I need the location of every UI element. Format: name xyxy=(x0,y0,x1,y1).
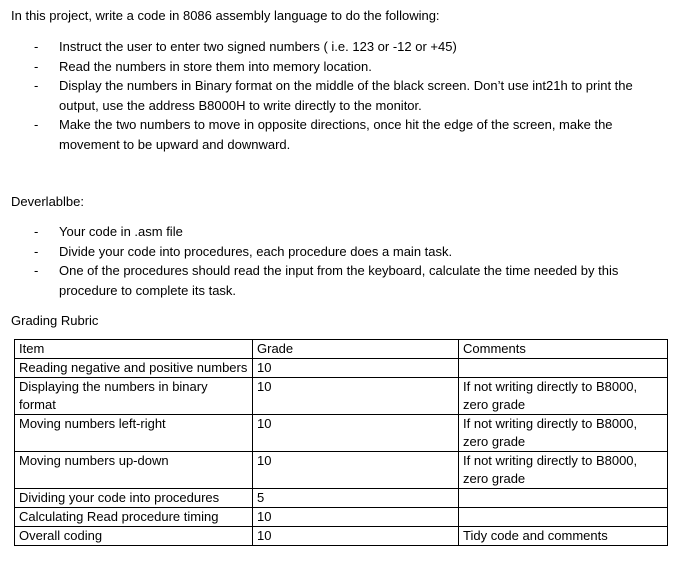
row-comment: If not writing directly to B8000, zero grade xyxy=(459,452,668,489)
row-comment: Tidy code and comments xyxy=(459,527,668,546)
list-item xyxy=(34,115,634,154)
row-grade: 5 xyxy=(253,489,459,508)
table-row xyxy=(15,359,668,378)
task-text: Make the two numbers to move in opposite directions, once hit the edge of the screen, make the movement to be upward and downward. xyxy=(59,117,613,152)
list-item xyxy=(34,76,634,115)
row-grade: 10 xyxy=(253,527,459,546)
dash-bullet: - xyxy=(34,39,39,54)
table-row xyxy=(15,489,668,508)
deliverables-heading: Deverlablbe: xyxy=(11,194,84,209)
list-item xyxy=(34,57,634,77)
deliverable-text: Your code in .asm file xyxy=(59,224,183,239)
dash-bullet: - xyxy=(34,58,39,74)
task-text: Instruct the user to enter two signed numbers ( i.e. 123 or -12 or +45) xyxy=(59,39,457,54)
task-list xyxy=(34,37,634,154)
row-grade: 10 xyxy=(253,378,459,415)
deliverable-text: One of the procedures should read the input from the keyboard, calculate the time needed by this procedure to complete its task. xyxy=(59,263,619,298)
list-item xyxy=(34,261,634,300)
deliverables-list xyxy=(34,222,634,300)
row-grade: 10 xyxy=(253,508,459,527)
row-item: Dividing your code into procedures xyxy=(15,489,253,508)
row-item: Displaying the numbers in binary format xyxy=(15,378,253,415)
row-comment xyxy=(459,489,668,508)
table-row xyxy=(15,378,668,415)
table-row xyxy=(15,452,668,489)
row-item: Moving numbers up-down xyxy=(15,452,253,489)
rubric-heading: Grading Rubric xyxy=(11,313,99,328)
row-item: Reading negative and positive numbers xyxy=(15,359,253,378)
row-comment xyxy=(459,359,668,378)
table-row xyxy=(15,415,668,452)
header-item: Item xyxy=(15,340,253,359)
table-header-row xyxy=(15,340,668,359)
dash-bullet: - xyxy=(34,117,39,132)
dash-bullet: - xyxy=(34,263,39,278)
row-item: Calculating Read procedure timing xyxy=(15,508,253,527)
header-comments: Comments xyxy=(459,340,668,359)
row-grade: 10 xyxy=(253,452,459,489)
grading-rubric-table xyxy=(14,339,668,546)
dash-bullet: - xyxy=(34,78,39,93)
deliverable-text: Divide your code into procedures, each procedure does a main task. xyxy=(59,243,453,259)
task-text: Display the numbers in Binary format on the middle of the black screen. Don’t use int21h to print the output, use the address B8000H to write directly to the monitor. xyxy=(59,78,633,113)
task-text: Read the numbers in store them into memory location. xyxy=(59,58,372,74)
table-row xyxy=(15,508,668,527)
row-grade: 10 xyxy=(253,415,459,452)
row-grade: 10 xyxy=(253,359,459,378)
row-comment: If not writing directly to B8000, zero grade xyxy=(459,415,668,452)
row-item: Overall coding xyxy=(15,527,253,546)
table-row xyxy=(15,527,668,546)
list-item xyxy=(34,242,634,262)
header-grade: Grade xyxy=(253,340,459,359)
row-comment: If not writing directly to B8000, zero grade xyxy=(459,378,668,415)
dash-bullet: - xyxy=(34,243,39,259)
list-item xyxy=(34,222,634,242)
dash-bullet: - xyxy=(34,224,39,239)
row-comment xyxy=(459,508,668,527)
list-item xyxy=(34,37,634,57)
intro-paragraph: In this project, write a code in 8086 assembly language to do the following: xyxy=(11,8,440,23)
row-item: Moving numbers left-right xyxy=(15,415,253,452)
